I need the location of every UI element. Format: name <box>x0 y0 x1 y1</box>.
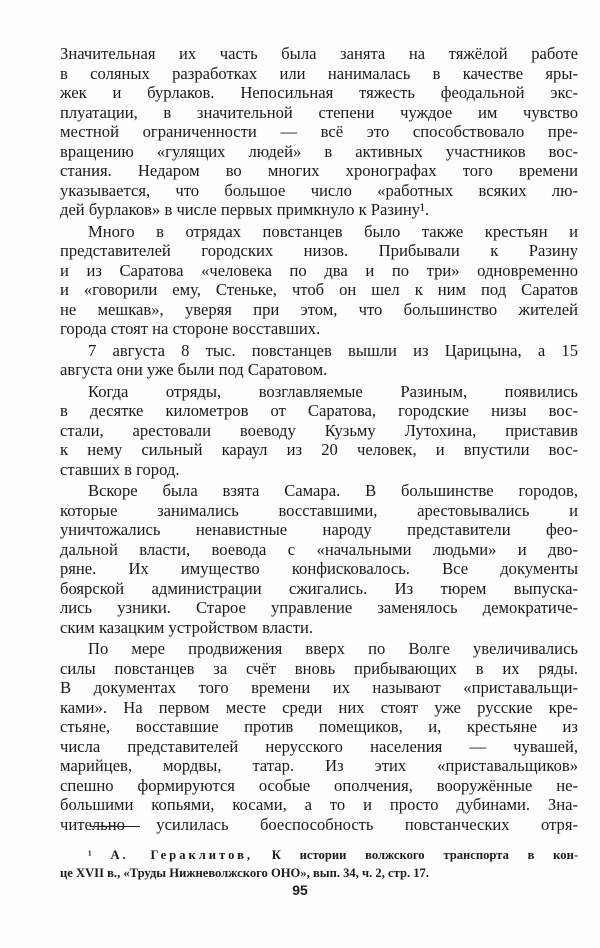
text-line: стали, арестовали воеводу Кузьму Лутохина, приставив <box>60 420 578 440</box>
text-line: марийцев, мордвы, татар. Из этих «приставальщиков» <box>60 756 578 775</box>
text-line: не мешкав», уверяя при этом, что большинство жителей <box>60 299 578 319</box>
text-line: Много в отрядах повстанцев было также крестьян и <box>88 221 578 241</box>
text-line: указывается, что большое число «работных всяких лю- <box>60 180 578 200</box>
text-line: августа они уже были под Саратовом. <box>60 360 328 379</box>
body-text <box>60 44 578 836</box>
text-line: Вскоре была взята Самара. В большинстве городов, <box>88 481 578 500</box>
paragraph <box>60 341 578 380</box>
text-line: 7 августа 8 тыс. повстанцев вышли из Царицына, а 15 <box>88 340 578 360</box>
text-line: чительно усилилась боеспособность повстанческих отря- <box>60 814 578 834</box>
paragraph <box>60 222 578 339</box>
text-line: Когда отряды, возглавляемые Разиным, появились <box>88 381 578 401</box>
text-line: большими копьями, косами, а то и просто дубинами. Зна- <box>60 795 578 814</box>
footnote-title: К истории волжского транспорта в кон- <box>271 848 579 862</box>
text-line: к нему сильный караул из 20 человек, и впустили вос- <box>60 440 578 459</box>
text-line: ряне. Их имущество конфисковалось. Все документы <box>60 559 578 578</box>
text-line: и «говорили ему, Стеньке, чтоб он шел к ним под Саратов <box>60 280 578 299</box>
text-line: местной ограниченности — всё это способствовало пре- <box>60 122 578 141</box>
text-line: ставших в город. <box>60 459 180 479</box>
text-line: и из Саратова «человека по два и по три» одновременно <box>60 260 578 280</box>
text-line: ским казацким устройством власти. <box>60 617 313 637</box>
text-line: дальной власти, воевода с «начальными людьми» и дво- <box>60 539 578 559</box>
text-line: города стоят на стороне восставших. <box>60 319 321 338</box>
paragraph <box>60 44 578 220</box>
text-line: ками». На первом месте среди них стоят уже русские кре- <box>60 697 578 717</box>
footnote-separator <box>90 826 140 827</box>
paragraph <box>60 639 578 834</box>
text-line: числа представителей нерусского населения — чувашей, <box>60 736 578 756</box>
text-line: Значительная их часть была занята на тяжёлой работе <box>60 44 578 63</box>
footnote <box>60 846 578 882</box>
text-line: В документах того времени их называют «приставальщи- <box>60 678 578 697</box>
text-line: силы повстанцев за счёт вновь прибывающих в их ряды. <box>60 658 578 678</box>
paragraph <box>60 382 578 480</box>
footnote-line <box>60 846 578 864</box>
text-line: спешно формируются особые ополчения, вооружённые не- <box>60 775 578 795</box>
text-line: боярской администрации сжигались. Из тюрем выпуска- <box>60 578 578 598</box>
text-line: уничтожались ненавистные народу представители фео- <box>60 520 578 539</box>
text-line: По мере продвижения вверх по Волге увеличивались <box>88 639 578 658</box>
text-line: плуатации, в значительной степени чуждое им чувство <box>60 102 578 122</box>
text-line: жек и бурлаков. Непосильная тяжесть феодальной экс- <box>60 83 578 102</box>
paragraph <box>60 481 578 637</box>
text-line: представителей городских низов. Прибывали к Разину <box>60 241 578 260</box>
text-line: которые занимались восставшими, арестовывались и <box>60 500 578 520</box>
footnote-marker: ¹ <box>88 848 92 862</box>
text-line: дей бурлаков» в числе первых примкнуло к Разину¹. <box>60 200 430 219</box>
footnote-line: це XVII в., «Труды Нижневолжского ОНО», вып. 34, ч. 2, стр. 17. <box>60 866 429 880</box>
text-line: лись узники. Старое управление заменялось демократиче- <box>60 598 578 617</box>
text-line: вращению «гулящих людей» в активных участников вос- <box>60 141 578 161</box>
page-number: 95 <box>292 882 308 898</box>
text-line: в соляных разработках или нанималась в качестве яры- <box>60 63 578 83</box>
text-line: стьяне, восставшие против помещиков, и, крестьяне из <box>60 717 578 736</box>
text-line: стания. Недаром во многих хронографах того времени <box>60 161 578 180</box>
text-line: в десятке километров от Саратова, городские низы вос- <box>60 401 578 420</box>
footnote-author: А. Гераклитов, <box>110 848 254 862</box>
